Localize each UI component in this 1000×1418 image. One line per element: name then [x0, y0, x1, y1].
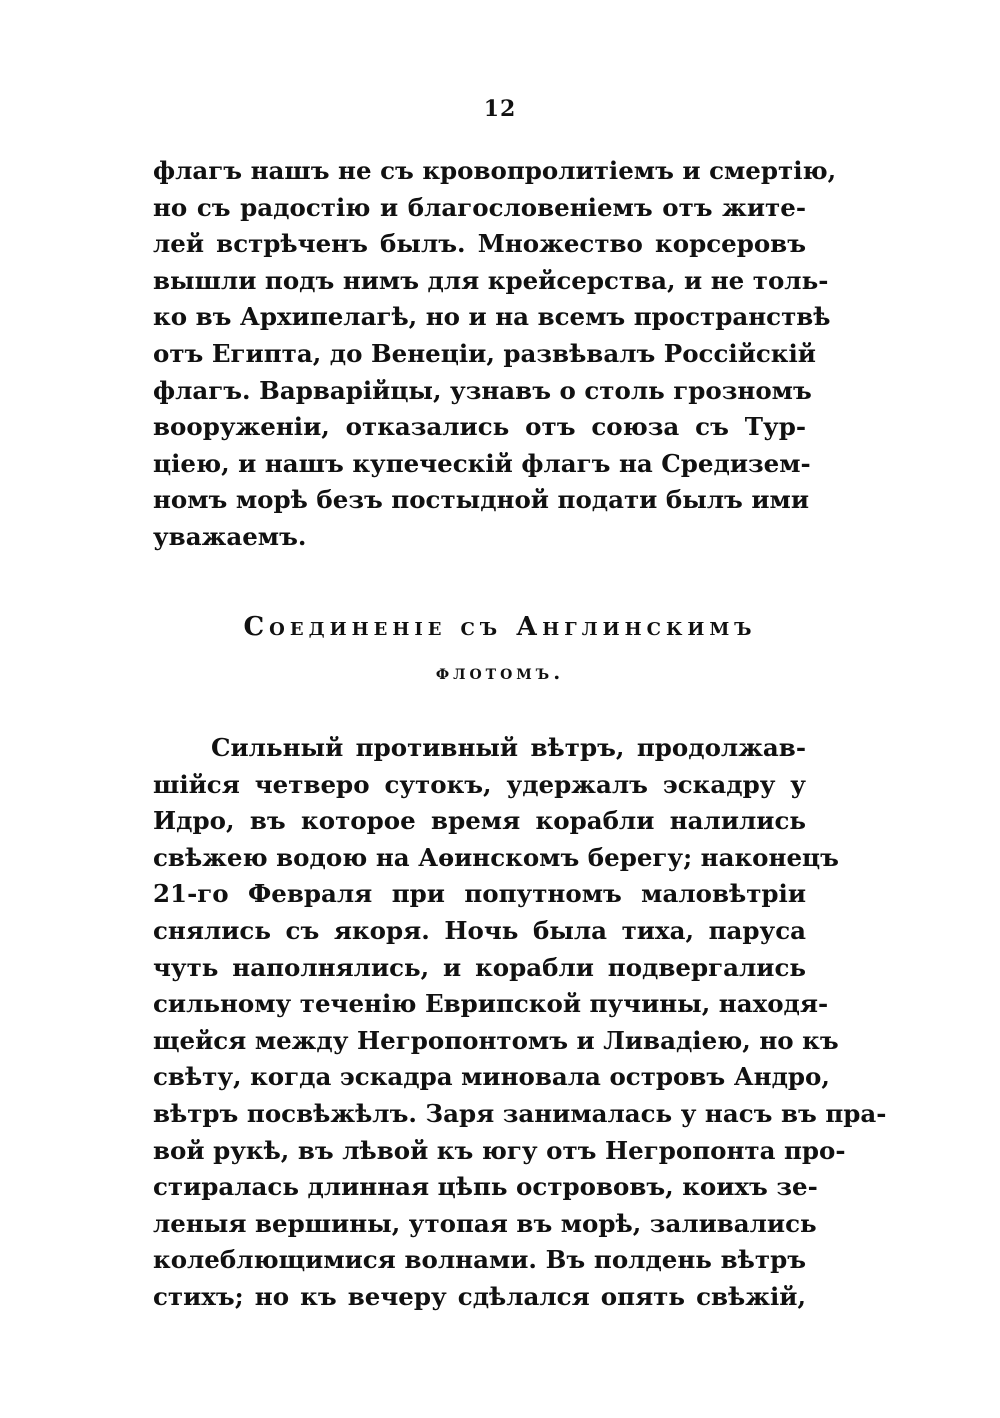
text-line: чуть наполнялись, и корабли подвергались [153, 952, 806, 982]
text-line: вышли подъ нимъ для крейсерства, и не толь- [153, 265, 829, 295]
section-heading-line-2: флотомъ. [435, 660, 565, 684]
text-line: свѣту, когда эскадра миновала островъ Андро, [153, 1062, 830, 1092]
page-number: 12 [483, 96, 517, 122]
text-line: шійся четверо сутокъ, удержалъ эскадру у [153, 769, 806, 799]
text-line: ціею, и нашъ купеческій флагъ на Средизем- [153, 448, 811, 478]
text-line: свѣжею водою на Аѳинскомъ берегу; наконецъ [153, 842, 839, 872]
text-line: щейся между Негропонтомъ и Ливадіею, но къ [153, 1025, 839, 1055]
paragraph-1 [153, 153, 837, 556]
text-line: флагъ нашъ не съ кровопролитіемъ и смертію, [153, 156, 837, 185]
text-line: Сильный противный вѣтръ, продолжав- [211, 733, 806, 762]
text-line: леныя вершины, утопая въ морѣ, заливались [153, 1208, 817, 1238]
text-line: колеблющимися волнами. Въ полдень вѣтръ [153, 1245, 806, 1275]
text-line: сильному теченію Еврипской пучины, находя- [153, 989, 829, 1019]
text-line: Идро, въ которое время корабли налились [153, 806, 806, 836]
text-line: номъ морѣ безъ постыдной подати былъ ими [153, 485, 809, 515]
text-line: стиралась длинная цѣпь острововъ, коихъ зе- [153, 1172, 818, 1202]
paragraph-2 [153, 730, 887, 1316]
text-line: вѣтръ посвѣжѣлъ. Заря занималась у насъ въ пра- [153, 1098, 887, 1128]
text-line: но съ радостію и благословеніемъ отъ жите- [153, 192, 806, 222]
text-line: снялись съ якоря. Ночь была тиха, паруса [153, 915, 806, 945]
text-line: уважаемъ. [153, 521, 307, 551]
text-line: отъ Египта, до Венеціи, развѣвалъ Россійскій [153, 338, 816, 368]
text-line: вой рукѣ, въ лѣвой къ югу отъ Негропонта про- [153, 1135, 846, 1165]
section-heading-line-1: Соединеніе съ Англинскимъ [243, 612, 757, 642]
text-line: флагъ. Варварійцы, узнавъ о столь грозномъ [153, 375, 812, 405]
text-line: лей встрѣченъ былъ. Множество корсеровъ [153, 229, 806, 259]
text-line: стихъ; но къ вечеру сдѣлался опять свѣжій, [153, 1281, 806, 1311]
text-line: вооруженіи, отказались отъ союза съ Тур- [153, 412, 806, 442]
text-line: 21-го Февраля при попутномъ маловѣтріи [153, 879, 806, 909]
text-line: ко въ Архипелагѣ, но и на всемъ пространствѣ [153, 302, 831, 332]
